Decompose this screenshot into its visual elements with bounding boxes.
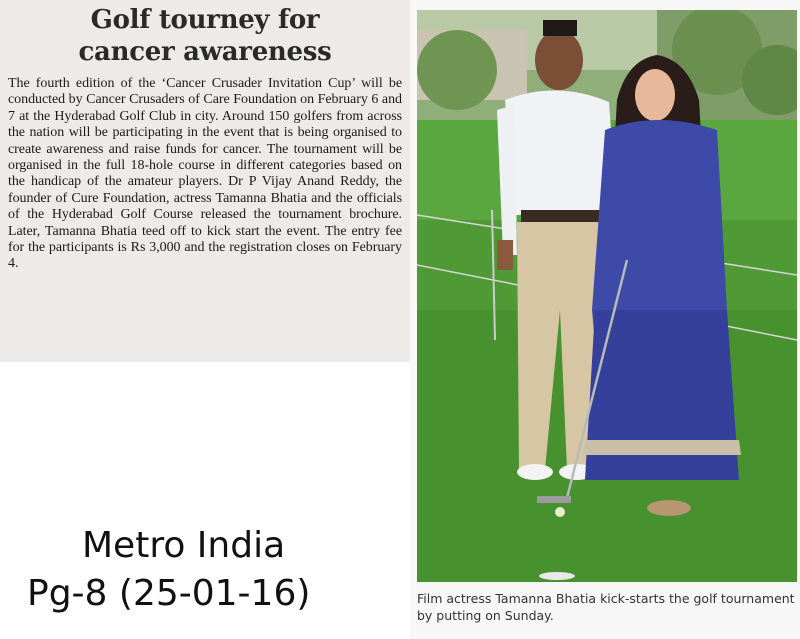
news-article <box>0 0 410 362</box>
golf-photo-illustration <box>417 10 797 582</box>
source-stamp <box>27 522 390 618</box>
article-body: The fourth edition of the ‘Cancer Crusader Invitation Cup’ will be conducted by Cancer Crusaders of Care Foundation on February 6 and 7 at the Hyderabad Golf Club in city. Around 150 golfers from across the nation will be participating in the event that is being organised to create awareness and raise funds for cancer. The tournament will be organised in the full 18-hole course in different categories based on the handicap of the amateur players. Dr P Vijay Anand Reddy, the founder of Cure Foundation, actress Tamanna Bhatia and the officials of the Hyderabad Golf Course released the tournament brochure. Later, Tamanna Bhatia teed off to kick start the event. The entry fee for the participants is Rs 3,000 and the registration closes on February 4. <box>8 76 402 272</box>
headline-line-2: cancer awareness <box>78 37 332 67</box>
publication-name: Metro India <box>82 525 286 566</box>
article-headline <box>8 4 402 68</box>
news-photo <box>417 10 797 582</box>
photo-caption: Film actress Tamanna Bhatia kick-starts the golf tournament by putting on Sunday. <box>417 591 795 623</box>
photo-block <box>410 0 800 639</box>
page-and-date: Pg-8 (25-01-16) <box>27 573 311 614</box>
headline-line-1: Golf tourney for <box>90 5 320 35</box>
